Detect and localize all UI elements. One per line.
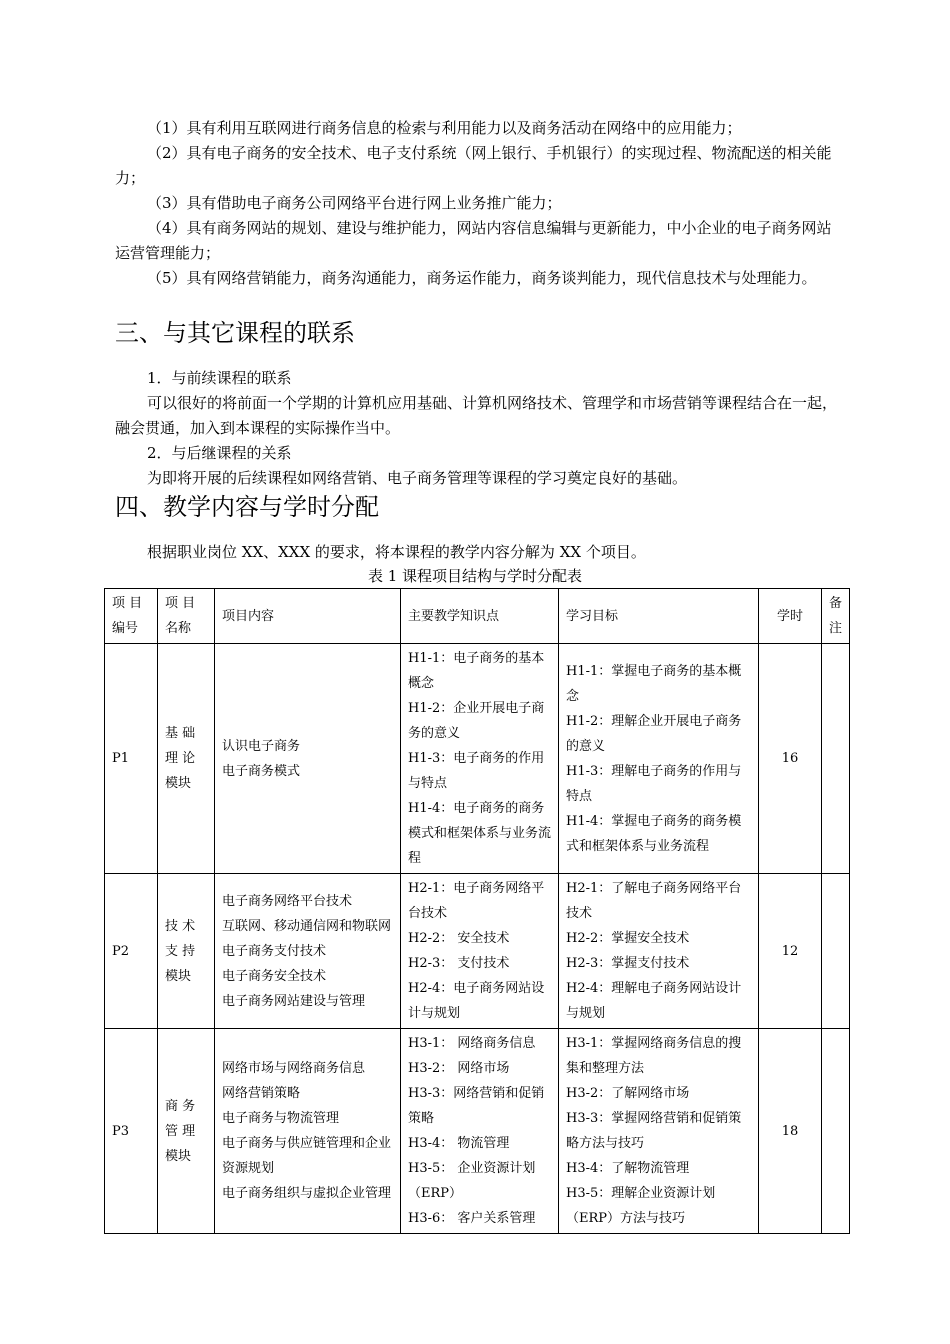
row-name: 技 术 支 持 模块 bbox=[158, 874, 215, 1029]
row-content: 电子商务网络平台技术 互联网、移动通信网和物联网 电子商务支付技术 电子商务安全技术 电子商务网站建设与管理 bbox=[215, 874, 401, 1029]
table-row bbox=[105, 1029, 850, 1234]
section-3-text-2: 为即将开展的后续课程如网络营销、电子商务管理等课程的学习奠定良好的基础。 bbox=[147, 469, 688, 487]
row-content: 认识电子商务 电子商务模式 bbox=[215, 644, 401, 874]
ability-5: （5）具有网络营销能力，商务沟通能力，商务运作能力，商务谈判能力，现代信息技术与处理能力。 bbox=[147, 269, 817, 287]
row-id: P1 bbox=[105, 644, 158, 874]
ability-2: （2）具有电子商务的安全技术、电子支付系统（网上银行、手机银行）的实现过程、物流配送的相关能力； bbox=[115, 144, 832, 187]
header-hours: 学时 bbox=[759, 589, 822, 644]
header-name: 项 目 名称 bbox=[158, 589, 215, 644]
section-3-sub-1: 1．与前续课程的联系 bbox=[147, 369, 292, 387]
row-note bbox=[822, 874, 850, 1029]
row-hours: 12 bbox=[759, 874, 822, 1029]
section-3-heading: 三、与其它课程的联系 bbox=[115, 319, 355, 347]
row-id: P3 bbox=[105, 1029, 158, 1234]
table-caption: 表 1 课程项目结构与学时分配表 bbox=[367, 567, 583, 585]
header-id: 项 目 编号 bbox=[105, 589, 158, 644]
table-row bbox=[105, 874, 850, 1029]
table-row bbox=[105, 644, 850, 874]
header-goals: 学习目标 bbox=[559, 589, 759, 644]
row-hours: 16 bbox=[759, 644, 822, 874]
row-goals: H3-1：掌握网络商务信息的搜集和整理方法 H3-2：了解网络市场 H3-3：掌握网络营销和促销策略方法与技巧 H3-4：了解物流管理 H3-5：理解企业资源计划（ERP）方法与技巧 bbox=[559, 1029, 759, 1234]
section-3-sub-2: 2．与后继课程的关系 bbox=[147, 444, 292, 462]
section-4-intro: 根据职业岗位 XX、XXX 的要求，将本课程的教学内容分解为 XX 个项目。 bbox=[147, 543, 646, 561]
header-knowledge: 主要教学知识点 bbox=[401, 589, 559, 644]
header-content: 项目内容 bbox=[215, 589, 401, 644]
row-goals: H2-1：了解电子商务网络平台技术 H2-2：掌握安全技术 H2-3：掌握支付技术 H2-4：理解电子商务网站设计与规划 bbox=[559, 874, 759, 1029]
row-hours: 18 bbox=[759, 1029, 822, 1234]
table-header-row bbox=[105, 589, 850, 644]
section-4-heading: 四、教学内容与学时分配 bbox=[115, 493, 379, 521]
header-note: 备 注 bbox=[822, 589, 850, 644]
course-table bbox=[104, 588, 850, 1234]
row-knowledge: H2-1：电子商务网络平台技术 H2-2： 安全技术 H2-3： 支付技术 H2-4：电子商务网站设计与规划 bbox=[401, 874, 559, 1029]
ability-3: （3）具有借助电子商务公司网络平台进行网上业务推广能力； bbox=[147, 194, 562, 212]
row-note bbox=[822, 644, 850, 874]
ability-1: （1）具有利用互联网进行商务信息的检索与利用能力以及商务活动在网络中的应用能力； bbox=[147, 119, 742, 137]
row-id: P2 bbox=[105, 874, 158, 1029]
row-name: 商 务 管 理 模块 bbox=[158, 1029, 215, 1234]
row-goals: H1-1：掌握电子商务的基本概念 H1-2：理解企业开展电子商务的意义 H1-3：理解电子商务的作用与特点 H1-4：掌握电子商务的商务模式和框架体系与业务流程 bbox=[559, 644, 759, 874]
row-knowledge: H1-1：电子商务的基本概念 H1-2：企业开展电子商务的意义 H1-3：电子商务的作用与特点 H1-4：电子商务的商务模式和框架体系与业务流程 bbox=[401, 644, 559, 874]
row-note bbox=[822, 1029, 850, 1234]
row-content: 网络市场与网络商务信息 网络营销策略 电子商务与物流管理 电子商务与供应链管理和企业资源规划 电子商务组织与虚拟企业管理 bbox=[215, 1029, 401, 1234]
row-knowledge: H3-1： 网络商务信息 H3-2： 网络市场 H3-3：网络营销和促销策略 H3-4： 物流管理 H3-5： 企业资源计划（ERP） H3-6： 客户关系管理 bbox=[401, 1029, 559, 1234]
ability-4: （4）具有商务网站的规划、建设与维护能力，网站内容信息编辑与更新能力，中小企业的电子商务网站运营管理能力； bbox=[115, 219, 832, 262]
row-name: 基 础 理 论 模块 bbox=[158, 644, 215, 874]
section-3-text-1: 可以很好的将前面一个学期的计算机应用基础、计算机网络技术、管理学和市场营销等课程结合在一起，融会贯通，加入到本课程的实际操作当中。 bbox=[115, 394, 838, 437]
